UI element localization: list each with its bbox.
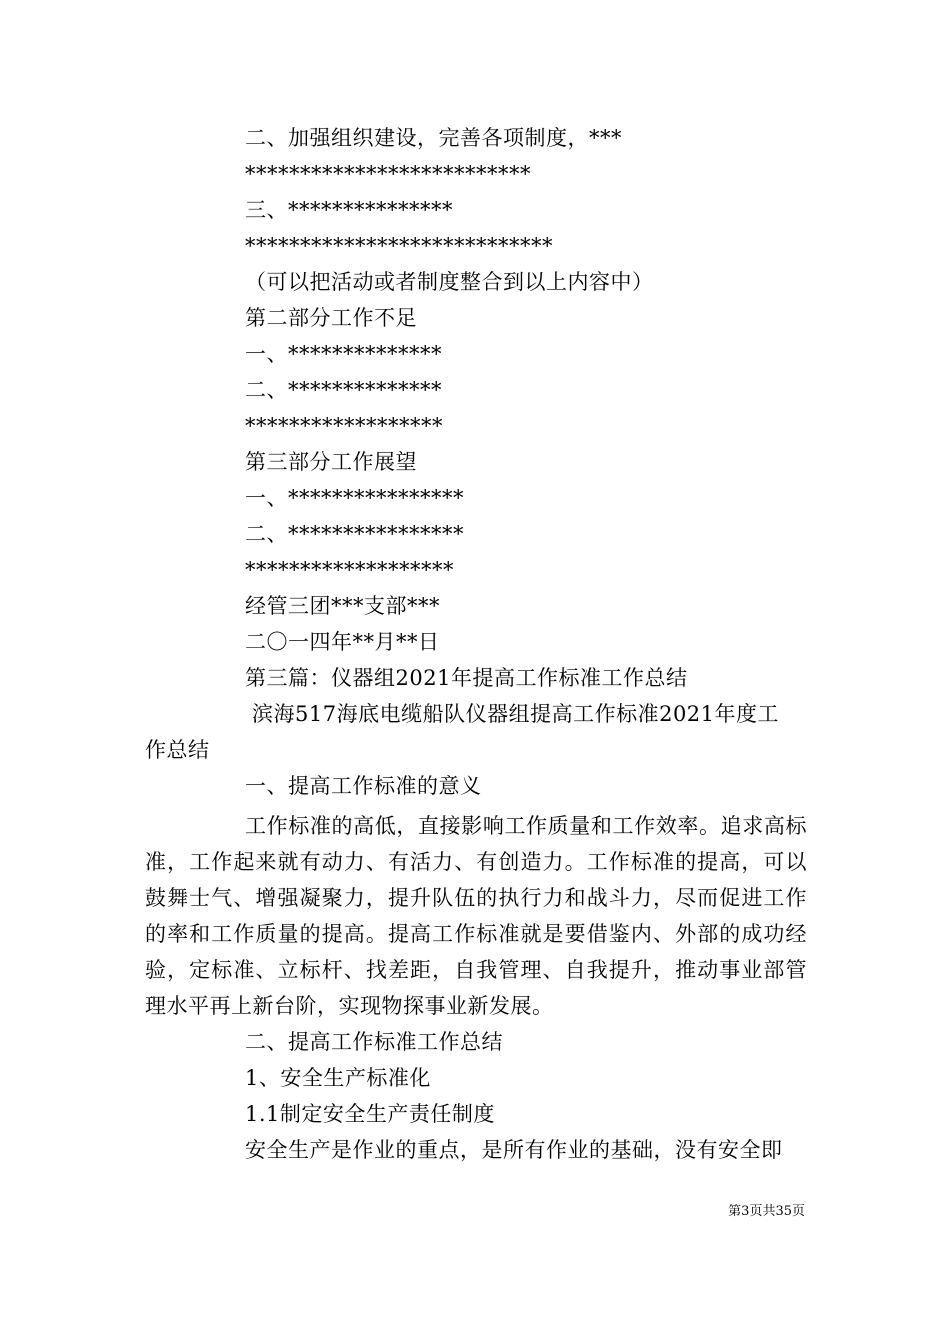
part-heading: 第二部分工作不足: [245, 306, 417, 330]
placeholder-line: ******************: [245, 414, 443, 438]
placeholder-line: ****************************: [245, 234, 553, 258]
signature-line: 经管三团***支部***: [245, 594, 440, 618]
page-number: 第3页共35页: [728, 1204, 805, 1219]
section-heading: 二、提高工作标准工作总结: [245, 1030, 503, 1054]
part-heading: 第三部分工作展望: [245, 450, 417, 474]
article-subtitle-cont: 作总结: [145, 738, 210, 762]
list-item: 二、****************: [245, 522, 464, 546]
body-line: 安全生产是作业的重点，是所有作业的基础，没有安全即: [245, 1138, 783, 1162]
list-item: 一、****************: [245, 486, 464, 510]
placeholder-line: *******************: [245, 558, 454, 582]
section-heading: 一、提高工作标准的意义: [245, 774, 482, 798]
list-item: 一、**************: [245, 342, 442, 366]
heading-line: 三、***************: [245, 198, 453, 222]
date-line: 二〇一四年**月**日: [245, 630, 440, 654]
heading-line: 二、加强组织建设，完善各项制度，***: [245, 126, 622, 150]
placeholder-line: **************************: [245, 162, 531, 186]
article-title: 第三篇：仪器组2021年提高工作标准工作总结: [245, 666, 688, 690]
note-line: （可以把活动或者制度整合到以上内容中）: [245, 270, 654, 294]
article-subtitle: 滨海517海底电缆船队仪器组提高工作标准2021年度工: [252, 702, 780, 726]
list-item: 二、**************: [245, 378, 442, 402]
body-paragraph: 工作标准的高低，直接影响工作质量和工作效率。追求高标准，工作起来就有动力、有活力、有创造力。工作标准的提高，可以鼓舞士气、增强凝聚力，提升队伍的执行力和战斗力，尽而促进工作的率和工作质量的提高。提高工作标准就是要借鉴内、外部的成功经验，定标准、立标杆、找差距，自我管理、自我提升，推动事业部管理水平再上新台阶，实现物探事业新发展。: [145, 814, 807, 1018]
subsection-heading: 1、安全生产标准化: [245, 1066, 431, 1090]
subsection-heading: 1.1制定安全生产责任制度: [245, 1102, 495, 1126]
